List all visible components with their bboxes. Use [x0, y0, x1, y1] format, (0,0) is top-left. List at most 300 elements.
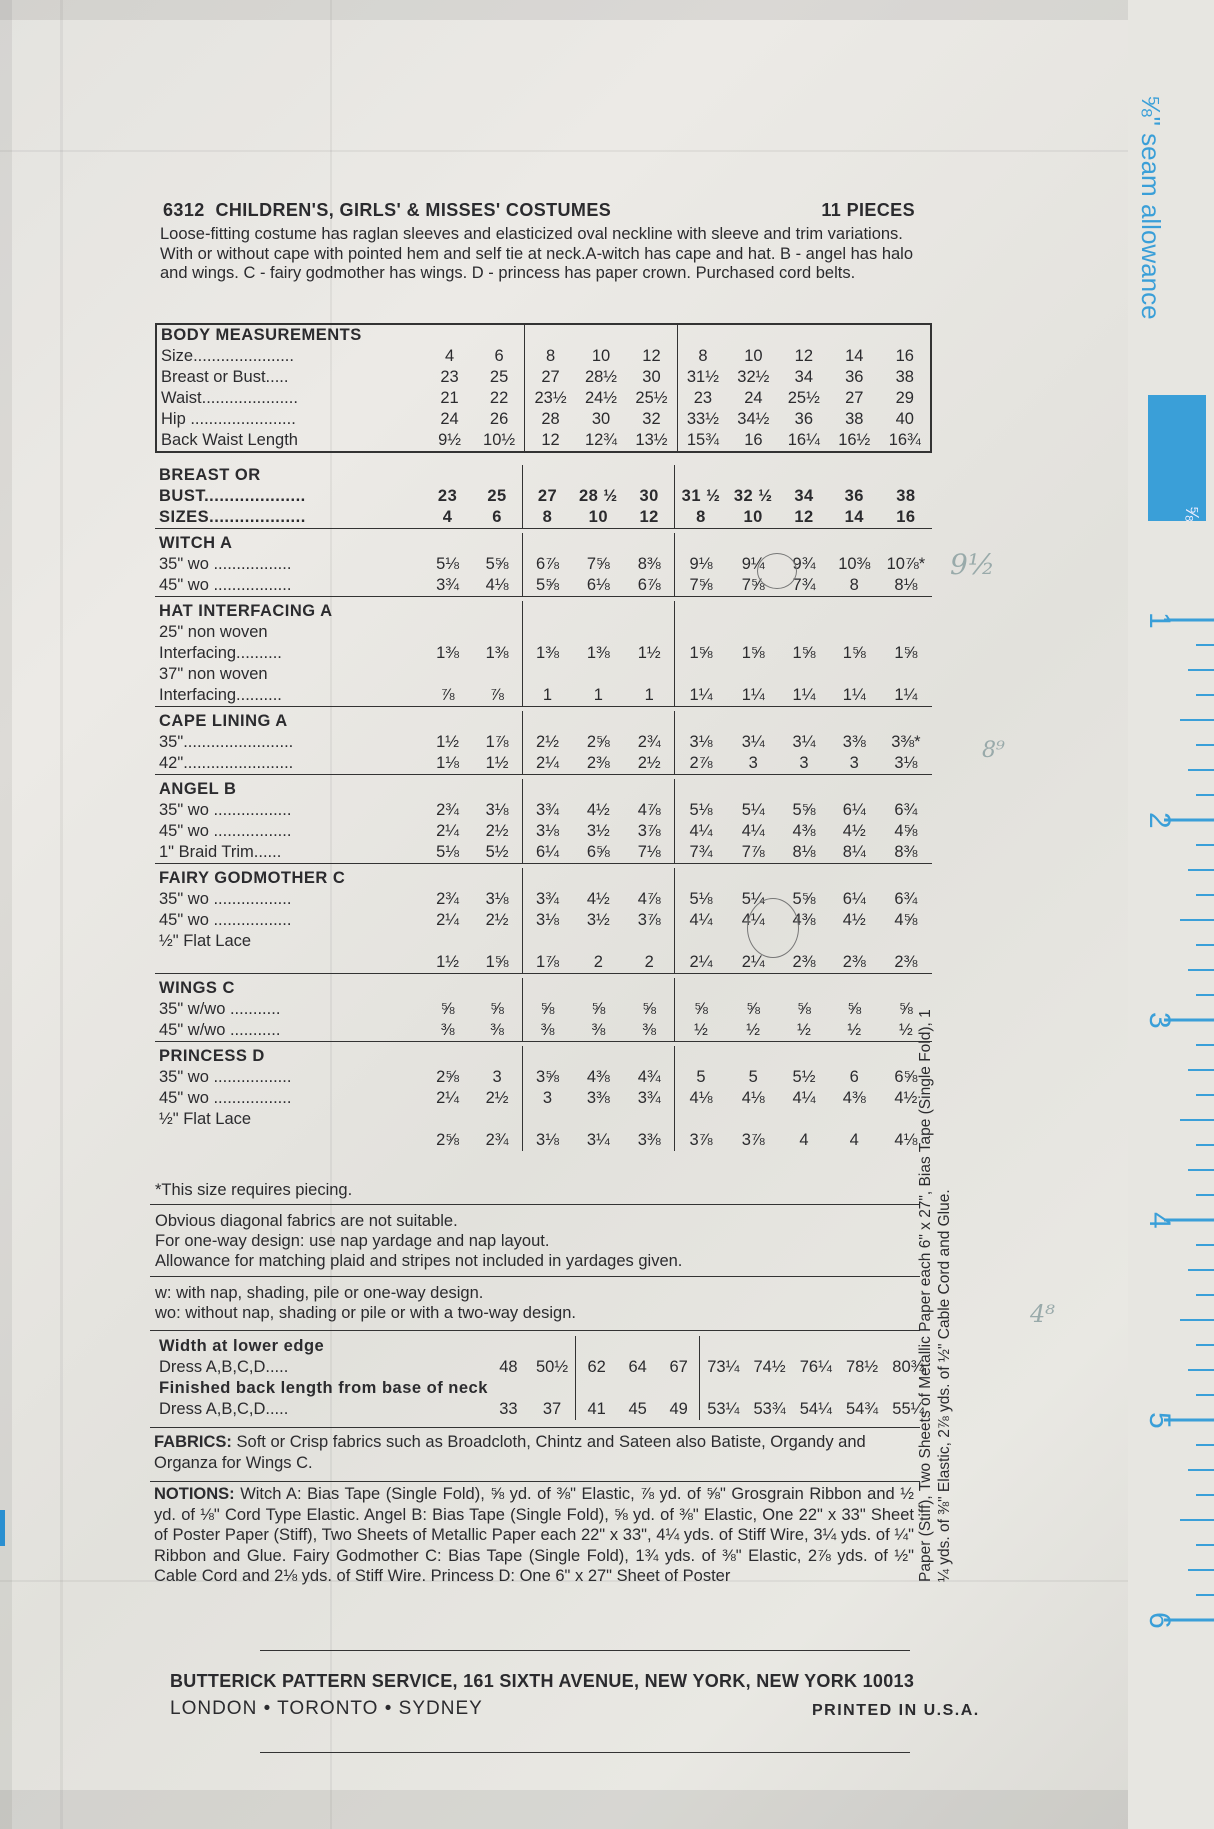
cell-value	[779, 664, 828, 685]
cell-value: 8	[849, 576, 859, 594]
table-row	[155, 664, 932, 685]
table-row	[156, 409, 931, 430]
cell-value	[674, 622, 727, 643]
cell-value: 3⅜	[842, 733, 866, 751]
cell-value: 1¼	[792, 686, 816, 704]
cell-value: 2⅜	[586, 754, 610, 772]
cell-value: 24	[440, 410, 459, 428]
empty-cell	[779, 324, 829, 346]
table-row	[155, 507, 932, 529]
cell-value: 4¼	[674, 910, 727, 931]
cell-value: 36	[845, 368, 864, 386]
cell-value: 62	[576, 1357, 618, 1378]
empty-cell	[529, 1336, 576, 1357]
cell-value: 1⅛	[436, 754, 460, 772]
empty-cell	[474, 324, 525, 346]
empty-cell	[727, 779, 779, 800]
cell-value: 2	[644, 953, 654, 971]
cell-value: 7¾	[792, 576, 816, 594]
table-row	[155, 622, 932, 643]
cell-value	[674, 931, 727, 952]
cell-value: 76¼	[799, 1358, 832, 1376]
cell-value: 12	[639, 508, 659, 526]
cell-value	[472, 664, 522, 685]
section-heading-row	[155, 868, 932, 889]
table-row	[155, 1088, 932, 1109]
cell-value: 2½	[485, 1089, 509, 1107]
empty-cell	[779, 1046, 828, 1067]
empty-cell	[572, 533, 624, 554]
handwritten-note: 8⁹	[982, 738, 1005, 763]
empty-cell	[829, 601, 880, 622]
divider	[150, 1427, 920, 1428]
cell-value	[674, 664, 727, 685]
empty-cell	[746, 1336, 792, 1357]
cell-value: 54¾	[845, 1400, 879, 1418]
pieces-count: 11 PIECES	[821, 200, 915, 220]
cell-value: 78½	[845, 1358, 879, 1376]
cell-value	[779, 622, 828, 643]
cell-value: 5½	[485, 843, 509, 861]
fabric-note: Obvious diagonal fabrics are not suitable.	[155, 1212, 458, 1230]
cell-value: ⅜	[522, 1020, 572, 1042]
empty-cell	[727, 601, 779, 622]
table-row	[155, 999, 932, 1020]
row-label: 37" non woven	[159, 665, 268, 683]
cell-value: 4¼	[741, 822, 765, 840]
empty-cell	[727, 465, 779, 486]
ruler-number: 6	[1143, 1612, 1176, 1629]
cell-value: 4⅜	[842, 1089, 866, 1107]
empty-cell	[779, 868, 828, 889]
cell-value: ⅞	[440, 686, 455, 704]
row-label: 35" wo .................	[159, 1068, 292, 1086]
cell-value: 48	[499, 1358, 518, 1376]
cell-value: 27	[522, 486, 572, 507]
cell-value: ⅞	[490, 686, 504, 704]
empty-cell	[779, 465, 828, 486]
cell-value: 26	[489, 410, 509, 428]
cell-value: 23	[677, 388, 728, 409]
cell-value: 23	[437, 487, 458, 505]
ruler-number: 3	[1143, 1012, 1176, 1029]
cell-value: ⅝	[797, 1000, 811, 1018]
empty-cell	[829, 1046, 880, 1067]
cell-value: 6⅞	[637, 576, 661, 594]
empty-cell	[674, 978, 727, 999]
cell-value: 5⅛	[436, 843, 460, 861]
cell-value	[624, 664, 674, 685]
handwritten-note: 9½	[950, 548, 995, 581]
cell-value: 1	[593, 686, 603, 704]
empty-cell	[423, 1046, 472, 1067]
cell-value: 3	[849, 754, 859, 772]
body-measurements-table	[155, 323, 932, 453]
cell-value: 32½	[737, 368, 770, 386]
cell-value: 73¼	[700, 1357, 747, 1378]
empty-cell	[880, 465, 932, 486]
cell-value	[522, 1109, 572, 1130]
cell-value	[727, 664, 779, 685]
empty-cell	[423, 868, 472, 889]
empty-cell	[423, 533, 472, 554]
empty-cell	[839, 1378, 885, 1399]
cell-value	[727, 622, 779, 643]
cell-value: 4⅜	[586, 1068, 610, 1086]
cell-value: 74½	[753, 1358, 786, 1376]
cell-value: 13½	[635, 431, 668, 449]
empty-cell	[522, 601, 572, 622]
cell-value: 2⅞	[674, 753, 727, 775]
cell-value: 3¾	[522, 889, 572, 910]
cell-value: 4⅜	[792, 822, 816, 840]
cell-value: 3¼	[586, 1131, 610, 1149]
empty-cell	[522, 711, 572, 732]
section-heading: ANGEL B	[159, 780, 237, 798]
cell-value	[423, 622, 472, 643]
cell-value: 1⅝	[842, 644, 866, 662]
cell-value: 38	[896, 487, 916, 505]
row-label: 45" wo .................	[159, 822, 292, 840]
notions-text: Witch A: Bias Tape (Single Fold), ⅝ yd. of ⅜" Elastic, ⅞ yd. of ⅝" Grosgrain Ribbon and ½ yd. of ⅛" Cord Type Elastic. Angel B: Bias Tape (Single Fold), ⅝ yd. of ⅜" Elastic, One 22" x 33" Sheet of Poster Paper (Stiff), Two Sheets of Metallic Paper each 22" x 33", 4¼ yds. of Stiff Wire, 3¼ yds. of ¼" Ribbon and Glue. Fairy Godmother C: Bias Tape (Single Fold), 1¾ yds. of ⅜" Elastic, 2⅞ yds. of ½" Cable Cord and 2⅛ yds. of Stiff Wire. Princess D: One 6" x 27" Sheet of Poster	[154, 1485, 914, 1585]
notions-continuation	[916, 922, 954, 1582]
cell-value: 28 ½	[578, 487, 618, 505]
cell-value: 25½	[635, 389, 668, 407]
body-heading-row	[156, 324, 931, 346]
empty-cell	[779, 711, 828, 732]
publisher-cities: LONDON • TORONTO • SYDNEY	[170, 1698, 483, 1719]
cell-value: 25	[487, 487, 507, 505]
empty-cell	[572, 868, 624, 889]
cell-value	[880, 664, 932, 685]
cell-value	[423, 1109, 472, 1130]
cell-value	[472, 622, 522, 643]
cell-value: 4½	[842, 911, 866, 929]
cell-value: 2⅝	[436, 1068, 460, 1086]
row-label: Dress A,B,C,D.....	[159, 1358, 289, 1376]
cell-value: 4½	[586, 890, 610, 908]
cell-value: 5⅝	[522, 575, 572, 597]
row-label: Interfacing..........	[159, 644, 282, 662]
cell-value: 22	[489, 389, 509, 407]
empty-cell	[472, 868, 522, 889]
empty-cell	[674, 465, 727, 486]
table-row	[156, 346, 931, 367]
row-label: 45" w/wo ...........	[159, 1021, 281, 1039]
section-heading: WINGS C	[159, 979, 235, 997]
ruler-badge	[1148, 395, 1206, 521]
table-row	[156, 367, 931, 388]
cell-value: 8⅜	[637, 555, 661, 573]
cell-value: 3	[492, 1068, 502, 1086]
cell-value: 10	[743, 508, 763, 526]
cell-value: 4	[442, 508, 453, 526]
cell-value: 7⅝	[674, 575, 727, 597]
cell-value: 6	[492, 508, 502, 526]
cell-value: 23½	[525, 388, 576, 409]
cell-value: 3	[522, 1088, 572, 1109]
cell-value: 1⅜	[586, 644, 610, 662]
row-label: 35" wo .................	[159, 801, 292, 819]
cell-value: 24½	[584, 389, 618, 407]
cell-value: 2¼	[674, 952, 727, 974]
row-label	[155, 1130, 423, 1151]
cell-value: 55¼	[892, 1400, 925, 1418]
empty-cell	[677, 324, 728, 346]
cell-value: 6⅝	[894, 1068, 918, 1086]
cell-value: 67	[669, 1358, 688, 1376]
cell-value: 3¾	[637, 1089, 661, 1107]
table-row	[155, 486, 932, 507]
cell-value: 2¼	[522, 753, 572, 775]
cell-value: 1½	[485, 754, 509, 772]
cell-value: ⅜	[642, 1021, 657, 1039]
empty-cell	[624, 533, 674, 554]
cell-value: 4⅛	[674, 1088, 727, 1109]
section-heading: CAPE LINING A	[159, 712, 288, 730]
empty-cell	[624, 465, 674, 486]
empty-cell	[472, 465, 522, 486]
cell-value: 7⅞	[741, 843, 765, 861]
empty-cell	[617, 1336, 658, 1357]
cell-value: 6⅝	[586, 843, 610, 861]
table-row	[155, 952, 932, 974]
cell-value: 30	[591, 410, 611, 428]
empty-cell	[880, 601, 932, 622]
cell-value: 3⅛	[485, 890, 509, 908]
table-row	[155, 732, 932, 753]
cell-value: 10⅜	[838, 555, 871, 573]
empty-cell	[727, 1046, 779, 1067]
cell-value: 2½	[485, 822, 509, 840]
cell-value: 6	[849, 1068, 859, 1086]
cell-value: 8⅜	[894, 843, 918, 861]
empty-cell	[423, 779, 472, 800]
row-label: 42"........................	[159, 754, 294, 772]
empty-cell	[576, 1336, 618, 1357]
cell-value: 3¼	[792, 733, 816, 751]
publisher-address: BUTTERICK PATTERN SERVICE, 161 SIXTH AVENUE, NEW YORK, NEW YORK 10013	[170, 1671, 915, 1691]
cell-value: 4	[444, 347, 455, 365]
cell-value: 3⅞	[741, 1131, 765, 1149]
cell-value: 3½	[586, 822, 610, 840]
cell-value	[522, 664, 572, 685]
empty-cell	[829, 465, 880, 486]
cell-value	[829, 664, 880, 685]
cell-value: 3¾	[436, 576, 460, 594]
cell-value: 10	[591, 347, 611, 365]
finished-measurements-table	[155, 1336, 932, 1420]
cell-value: 54¼	[799, 1400, 832, 1418]
empty-cell	[522, 779, 572, 800]
cell-value: 2⅜	[894, 953, 918, 971]
row-label: 25" non woven	[159, 623, 268, 641]
empty-cell	[472, 711, 522, 732]
cell-value: 2½	[637, 754, 661, 772]
cell-value: 34	[794, 487, 814, 505]
cell-value: 21	[440, 389, 459, 407]
cell-value: 3⅜*	[891, 733, 921, 751]
cell-value: 1⅞	[485, 733, 509, 751]
empty-cell	[793, 1378, 839, 1399]
cell-value: ⅝	[490, 1000, 504, 1018]
cell-value: ⅝	[642, 1000, 657, 1018]
row-label: 45" wo .................	[159, 911, 292, 929]
empty-cell	[880, 868, 932, 889]
cell-value: 1⅝	[741, 644, 765, 662]
cell-value: 1⅞	[522, 952, 572, 974]
row-label: SIZES...................	[159, 508, 306, 526]
section-heading: PRINCESS D	[159, 1047, 265, 1065]
empty-cell	[727, 978, 779, 999]
empty-cell	[674, 711, 727, 732]
empty-cell	[674, 868, 727, 889]
empty-cell	[522, 465, 572, 486]
printed-in: PRINTED IN U.S.A.	[812, 1702, 980, 1719]
cell-value: 7¾	[674, 842, 727, 864]
cell-value: 16¾	[888, 431, 921, 449]
empty-cell	[624, 978, 674, 999]
empty-cell	[423, 601, 472, 622]
cell-value: 4¼	[741, 911, 765, 929]
cell-value: 2¼	[436, 1089, 460, 1107]
cell-value: 10	[744, 347, 763, 365]
cell-value: 9⅛	[674, 554, 727, 575]
table-row	[155, 842, 932, 864]
cell-value: 1⅜	[522, 643, 572, 664]
cell-value	[522, 931, 572, 952]
empty-cell	[779, 779, 828, 800]
cell-value: 40	[895, 410, 914, 428]
empty-cell	[423, 465, 472, 486]
cell-value: 5⅝	[792, 890, 816, 908]
row-label: Dress A,B,C,D.....	[159, 1400, 289, 1418]
cell-value: 2¼	[741, 953, 765, 971]
cell-value: 3⅛	[894, 754, 918, 772]
cell-value: 6	[494, 347, 504, 365]
ruler-number: 1	[1143, 612, 1176, 629]
empty-cell	[522, 978, 572, 999]
cell-value: 2½	[522, 732, 572, 753]
cell-value: 10½	[483, 431, 516, 449]
empty-cell	[829, 779, 880, 800]
cell-value	[829, 931, 880, 952]
empty-cell	[529, 1378, 576, 1399]
cell-value: 28	[525, 409, 576, 430]
table-row	[155, 575, 932, 597]
cell-value: 4⅛	[894, 1131, 918, 1149]
cell-value: 1	[644, 686, 654, 704]
notions-label: NOTIONS:	[154, 1485, 235, 1503]
empty-cell	[829, 978, 880, 999]
section-heading-row	[155, 1046, 932, 1067]
cell-value: 1¼	[741, 686, 765, 704]
cell-value: 7⅛	[637, 843, 661, 861]
cell-value: 1⅝	[894, 644, 918, 662]
row-label: BUST....................	[159, 487, 306, 505]
empty-cell	[572, 465, 624, 486]
cell-value: 1¼	[894, 686, 918, 704]
cell-value: 25½	[787, 389, 820, 407]
cell-value: 4⅝	[894, 822, 918, 840]
cell-value	[829, 622, 880, 643]
pattern-number: 6312	[163, 200, 205, 220]
cell-value: 4	[849, 1131, 859, 1149]
table-row	[155, 554, 932, 575]
section-heading: HAT INTERFACING A	[159, 602, 333, 620]
row-label: 35" w/wo ...........	[159, 1000, 281, 1018]
blue-edge-mark	[0, 1510, 5, 1546]
cell-value	[624, 931, 674, 952]
cell-value	[572, 1109, 624, 1130]
empty-cell	[472, 978, 522, 999]
row-label: 45" wo .................	[159, 576, 292, 594]
divider	[260, 1650, 910, 1651]
fabrics-label: FABRICS:	[154, 1433, 232, 1451]
divider	[260, 1752, 910, 1753]
empty-cell	[572, 779, 624, 800]
cell-value: 5⅝	[485, 555, 509, 573]
cell-value: 5⅝	[792, 801, 816, 819]
empty-cell	[472, 533, 522, 554]
cell-value: 6¾	[894, 801, 918, 819]
fabrics-text: Soft or Crisp fabrics such as Broadcloth, Chintz and Sateen also Batiste, Organdy and Organza for Wings C.	[154, 1433, 866, 1472]
cell-value: 38	[845, 410, 864, 428]
section-heading: WITCH A	[159, 534, 233, 552]
empty-cell	[728, 324, 778, 346]
row-label: 1" Braid Trim......	[159, 843, 282, 861]
cell-value: 8⅛	[894, 576, 918, 594]
row-label: Waist.....................	[161, 389, 298, 407]
cell-value: 14	[844, 508, 864, 526]
cell-value: 5¼	[741, 801, 765, 819]
cell-value: 4	[799, 1131, 809, 1149]
empty-cell	[658, 1378, 700, 1399]
section-heading: FAIRY GODMOTHER C	[159, 869, 346, 887]
cell-value: 15¾	[677, 430, 728, 452]
empty-cell	[779, 533, 828, 554]
cell-value: 16¼	[787, 431, 820, 449]
cell-value: 1½	[436, 953, 460, 971]
row-label: Interfacing..........	[159, 686, 282, 704]
notions-continuation-line: Paper (Stiff), Two Sheets of Metallic Paper each 6" x 27", Bias Tape (Single Fold), 1	[917, 1009, 934, 1582]
table-row	[155, 643, 932, 664]
cell-value: 1⅝	[792, 644, 816, 662]
empty-cell	[727, 711, 779, 732]
empty-cell	[793, 1336, 839, 1357]
pen-circle	[747, 898, 799, 958]
cell-value: 5⅛	[436, 555, 460, 573]
cell-value: 3	[748, 754, 758, 772]
cell-value: ⅝	[847, 1000, 862, 1018]
cell-value	[472, 1109, 522, 1130]
row-label: 45" wo .................	[159, 1089, 292, 1107]
cell-value: 2⅜	[792, 953, 816, 971]
divider	[150, 1481, 920, 1482]
empty-cell	[624, 711, 674, 732]
cell-value: 3⅛	[522, 1130, 572, 1151]
table-row	[155, 821, 932, 842]
empty-cell	[572, 1046, 624, 1067]
empty-cell	[880, 779, 932, 800]
cell-value: 6¼	[522, 842, 572, 864]
empty-cell	[525, 324, 576, 346]
cell-value	[779, 1109, 828, 1130]
empty-cell	[423, 711, 472, 732]
width-heading-row	[155, 1336, 932, 1357]
cell-value: 32 ½	[733, 487, 773, 505]
cell-value: 4½	[894, 1089, 918, 1107]
